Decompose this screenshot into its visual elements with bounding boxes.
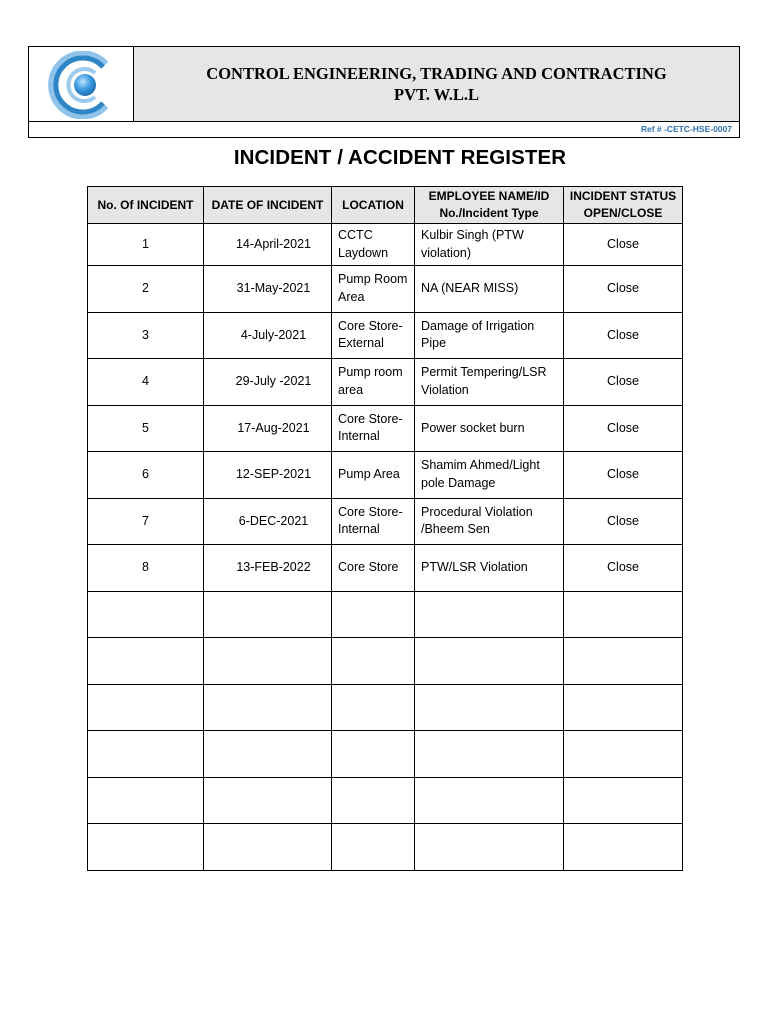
empty-cell	[415, 684, 564, 731]
cell-employee: Power socket burn	[415, 405, 564, 452]
cell-incident-no: 7	[88, 498, 204, 545]
cell-employee: PTW/LSR Violation	[415, 545, 564, 592]
empty-cell	[204, 638, 332, 685]
table-row	[88, 452, 683, 499]
header-location: LOCATION	[332, 187, 415, 224]
header-employee: EMPLOYEE NAME/ID No./Incident Type	[415, 187, 564, 224]
empty-cell	[88, 824, 204, 871]
empty-cell	[564, 824, 683, 871]
empty-cell	[88, 591, 204, 638]
header-incident-no: No. Of INCIDENT	[88, 187, 204, 224]
empty-cell	[415, 731, 564, 778]
cell-status: Close	[564, 312, 683, 359]
cell-date: 14-April-2021	[204, 224, 332, 266]
table-row	[88, 224, 683, 266]
empty-cell	[88, 684, 204, 731]
cell-date: 29-July -2021	[204, 359, 332, 406]
document-header	[28, 46, 740, 138]
cell-date: 13-FEB-2022	[204, 545, 332, 592]
empty-cell	[88, 638, 204, 685]
empty-table-row	[88, 824, 683, 871]
company-name: CONTROL ENGINEERING, TRADING AND CONTRACTING PVT. W.L.L	[206, 64, 667, 104]
empty-cell	[204, 824, 332, 871]
cell-date: 31-May-2021	[204, 266, 332, 313]
cell-incident-no: 8	[88, 545, 204, 592]
header-status: INCIDENT STATUS OPEN/CLOSE	[564, 187, 683, 224]
cell-employee: Permit Tempering/LSR Violation	[415, 359, 564, 406]
table-row	[88, 359, 683, 406]
cell-location: Core Store	[332, 545, 415, 592]
cell-status: Close	[564, 266, 683, 313]
reference-number: Ref # -CETC-HSE-0007	[640, 124, 732, 134]
cell-incident-no: 6	[88, 452, 204, 499]
cell-date: 12-SEP-2021	[204, 452, 332, 499]
cell-location: Core Store-External	[332, 312, 415, 359]
table-header-row	[88, 187, 683, 224]
page-title: INCIDENT / ACCIDENT REGISTER	[233, 146, 567, 169]
header-date: DATE OF INCIDENT	[204, 187, 332, 224]
cell-date: 17-Aug-2021	[204, 405, 332, 452]
empty-cell	[564, 777, 683, 824]
empty-cell	[415, 824, 564, 871]
logo-icon	[45, 51, 117, 119]
empty-table-row	[88, 731, 683, 778]
empty-cell	[332, 731, 415, 778]
empty-table-row	[88, 591, 683, 638]
empty-table-row	[88, 684, 683, 731]
empty-cell	[204, 777, 332, 824]
company-name-cell	[134, 47, 739, 121]
empty-cell	[88, 731, 204, 778]
table-row	[88, 545, 683, 592]
empty-cell	[332, 638, 415, 685]
cell-incident-no: 5	[88, 405, 204, 452]
empty-cell	[564, 638, 683, 685]
cell-incident-no: 1	[88, 224, 204, 266]
cell-incident-no: 2	[88, 266, 204, 313]
company-logo	[29, 47, 134, 121]
table-row	[88, 405, 683, 452]
cell-employee: Procedural Violation /Bheem Sen	[415, 498, 564, 545]
empty-cell	[332, 824, 415, 871]
empty-cell	[204, 731, 332, 778]
empty-cell	[332, 777, 415, 824]
cell-incident-no: 4	[88, 359, 204, 406]
table-row	[88, 312, 683, 359]
cell-incident-no: 3	[88, 312, 204, 359]
cell-status: Close	[564, 545, 683, 592]
cell-location: Pump room area	[332, 359, 415, 406]
reference-row	[29, 121, 739, 138]
cell-location: Core Store-Internal	[332, 405, 415, 452]
cell-location: Pump Room Area	[332, 266, 415, 313]
empty-cell	[332, 591, 415, 638]
empty-cell	[204, 591, 332, 638]
empty-cell	[204, 684, 332, 731]
empty-cell	[415, 591, 564, 638]
empty-cell	[564, 731, 683, 778]
cell-status: Close	[564, 452, 683, 499]
cell-date: 4-July-2021	[204, 312, 332, 359]
cell-location: CCTC Laydown	[332, 224, 415, 266]
empty-cell	[332, 684, 415, 731]
cell-status: Close	[564, 224, 683, 266]
cell-location: Core Store-Internal	[332, 498, 415, 545]
cell-status: Close	[564, 498, 683, 545]
cell-employee: NA (NEAR MISS)	[415, 266, 564, 313]
table-row	[88, 498, 683, 545]
empty-table-row	[88, 777, 683, 824]
empty-cell	[564, 684, 683, 731]
empty-cell	[415, 777, 564, 824]
cell-employee: Shamim Ahmed/Light pole Damage	[415, 452, 564, 499]
empty-cell	[564, 591, 683, 638]
empty-cell	[415, 638, 564, 685]
empty-table-row	[88, 638, 683, 685]
cell-employee: Damage of Irrigation Pipe	[415, 312, 564, 359]
incident-register-table	[87, 186, 683, 871]
cell-location: Pump Area	[332, 452, 415, 499]
cell-status: Close	[564, 359, 683, 406]
cell-employee: Kulbir Singh (PTW violation)	[415, 224, 564, 266]
cell-status: Close	[564, 405, 683, 452]
cell-date: 6-DEC-2021	[204, 498, 332, 545]
table-row	[88, 266, 683, 313]
empty-cell	[88, 777, 204, 824]
